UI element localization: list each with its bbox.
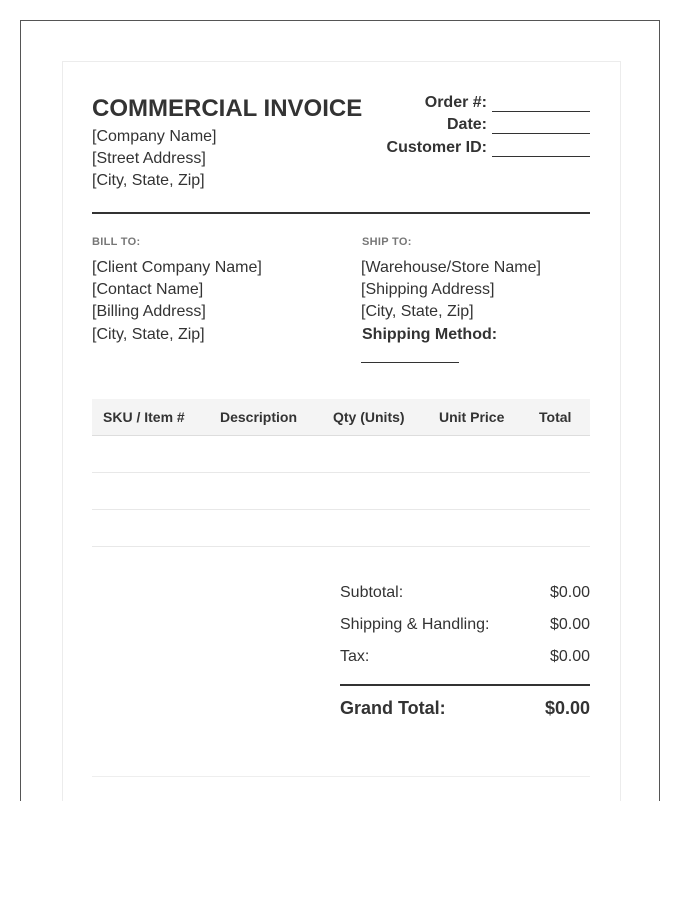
tax-label: Tax: — [340, 648, 370, 665]
header-divider — [92, 212, 590, 214]
company-street: [Street Address] — [92, 150, 206, 167]
order-number-blank — [492, 97, 590, 112]
column-total: Total — [539, 409, 572, 425]
ship-to-name: [Warehouse/Store Name] — [361, 259, 541, 276]
invoice-title: COMMERCIAL INVOICE — [92, 95, 363, 122]
date-blank — [492, 119, 590, 134]
shipping-handling-value: $0.00 — [549, 616, 590, 633]
table-row — [92, 509, 590, 510]
bill-to-city: [City, State, Zip] — [92, 326, 205, 343]
bill-to-contact: [Contact Name] — [92, 281, 204, 298]
ship-to-address: [Shipping Address] — [361, 281, 495, 298]
order-number-label: Order #: — [424, 94, 487, 111]
column-qty: Qty (Units) — [333, 409, 405, 425]
date-label: Date: — [446, 116, 487, 133]
column-description: Description — [220, 409, 298, 425]
company-name: [Company Name] — [92, 128, 217, 145]
tax-value: $0.00 — [549, 648, 590, 665]
page-bottom-area — [0, 801, 700, 900]
ship-to-city: [City, State, Zip] — [361, 303, 474, 320]
bill-to-label: BILL TO: — [92, 236, 141, 248]
grand-total-divider — [340, 684, 590, 686]
grand-total-label: Grand Total: — [340, 698, 446, 718]
table-row — [92, 472, 590, 473]
subtotal-label: Subtotal: — [340, 584, 404, 601]
table-row — [92, 546, 590, 547]
shipping-method-blank — [361, 362, 459, 363]
customer-id-blank — [492, 142, 590, 157]
bill-to-address: [Billing Address] — [92, 303, 206, 320]
grand-total-value: $0.00 — [544, 698, 590, 718]
order-number-field — [425, 94, 590, 112]
ship-to-label: SHIP TO: — [362, 236, 412, 248]
footer-divider — [92, 776, 590, 777]
shipping-handling-label: Shipping & Handling: — [340, 616, 490, 633]
date-field — [447, 116, 590, 134]
items-table-header — [92, 399, 590, 436]
shipping-method-label: Shipping Method: — [362, 326, 498, 343]
company-city: [City, State, Zip] — [92, 172, 205, 189]
column-unit-price: Unit Price — [439, 409, 505, 425]
customer-id-label: Customer ID: — [386, 139, 487, 156]
bill-to-company: [Client Company Name] — [92, 259, 262, 276]
customer-id-field — [387, 139, 590, 157]
subtotal-value: $0.00 — [549, 584, 590, 601]
column-sku: SKU / Item # — [103, 409, 185, 425]
